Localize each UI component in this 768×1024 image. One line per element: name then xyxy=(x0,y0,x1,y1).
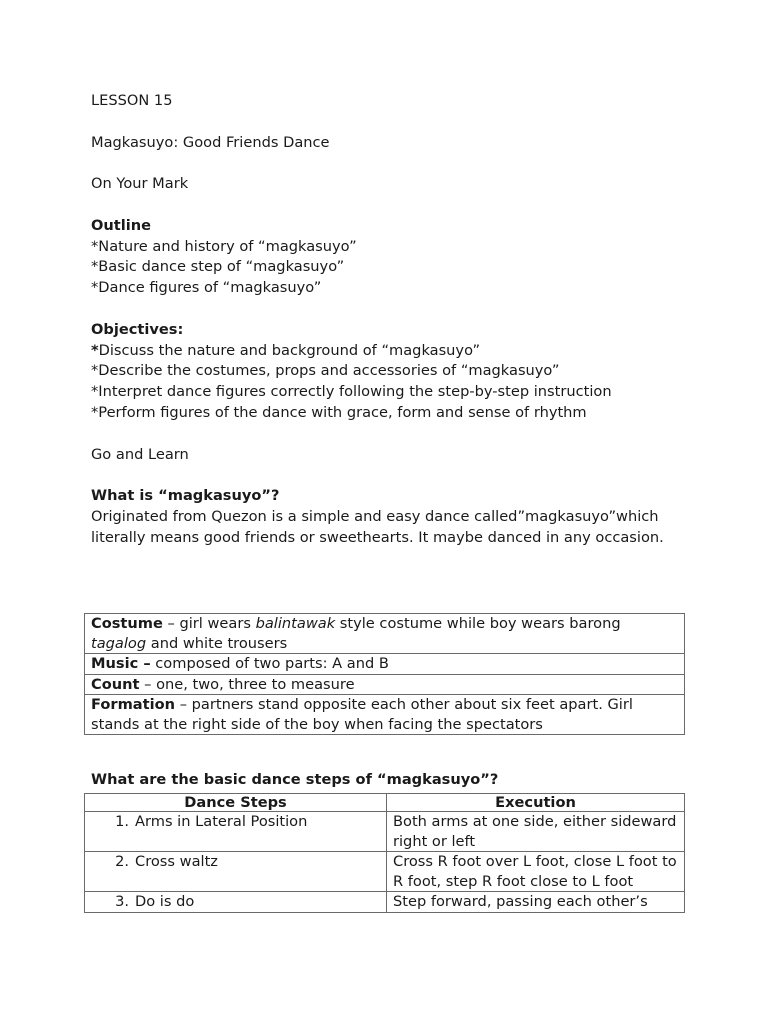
step-name: Cross waltz xyxy=(135,853,218,870)
col-header-dance-steps: Dance Steps xyxy=(85,794,387,812)
steps-heading: What are the basic dance steps of “magkasuyo”? xyxy=(91,771,499,788)
music-cell xyxy=(85,654,685,675)
step-number: 2. xyxy=(115,853,129,870)
step-number: 1. xyxy=(115,813,129,830)
objective-item: *Interpret dance figures correctly following the step-by-step instruction xyxy=(91,383,612,401)
section-on-your-mark: On Your Mark xyxy=(91,175,189,193)
formation-cell xyxy=(85,695,685,735)
formation-label: Formation xyxy=(91,696,176,713)
costume-cell xyxy=(85,614,685,654)
objectives-heading: Objectives: xyxy=(91,320,184,338)
dance-title: Magkasuyo: Good Friends Dance xyxy=(91,133,330,151)
count-label: Count xyxy=(91,675,140,693)
step-cell xyxy=(85,852,387,892)
music-label: Music – xyxy=(91,655,151,672)
dance-info-table xyxy=(84,613,685,735)
costume-text: style costume while boy wears barong xyxy=(335,615,621,632)
table-row xyxy=(85,892,685,913)
music-text: composed of two parts: A and B xyxy=(150,655,389,672)
execution-cell: Step forward, passing each other’s xyxy=(387,892,685,913)
table-row-music xyxy=(85,654,685,675)
outline-heading: Outline xyxy=(91,216,152,234)
objective-item: *Describe the costumes, props and accessories of “magkasuyo” xyxy=(91,362,560,380)
outline-item: *Basic dance step of “magkasuyo” xyxy=(91,258,345,276)
col-header-execution: Execution xyxy=(387,794,685,812)
costume-italic-balintawak: balintawak xyxy=(255,615,336,632)
what-is-heading: What is “magkasuyo”? xyxy=(91,487,280,505)
costume-text: – girl wears xyxy=(162,615,256,632)
table-header-row xyxy=(85,794,685,812)
step-name: Do is do xyxy=(135,893,195,910)
lesson-title: LESSON 15 xyxy=(91,92,173,109)
table-row xyxy=(85,812,685,852)
costume-label: Costume xyxy=(91,615,163,632)
objective-text: Discuss the nature and background of “magkasuyo” xyxy=(98,341,481,359)
outline-item: *Nature and history of “magkasuyo” xyxy=(91,237,357,255)
formation-text: – partners stand opposite each other about six feet apart. Girl stands at the right side of the boy when facing the spectators xyxy=(91,696,633,733)
what-is-paragraph: Originated from Quezon is a simple and easy dance called”magkasuyo”which literally means good friends or sweethearts. It maybe danced in any occasion. xyxy=(91,507,664,546)
costume-italic-tagalog: tagalog xyxy=(91,634,147,652)
count-text: – one, two, three to measure xyxy=(139,675,355,693)
section-go-and-learn: Go and Learn xyxy=(91,445,189,463)
table-row-costume xyxy=(85,614,685,654)
outline-item: *Dance figures of “magkasuyo” xyxy=(91,279,322,297)
step-name: Arms in Lateral Position xyxy=(135,813,308,830)
step-cell xyxy=(85,812,387,852)
count-cell xyxy=(85,674,685,695)
step-number: 3. xyxy=(115,893,129,910)
table-row-count xyxy=(85,674,685,695)
objective-item: *Perform figures of the dance with grace, form and sense of rhythm xyxy=(91,403,587,421)
objective-item xyxy=(91,341,691,362)
costume-text: and white trousers xyxy=(146,634,288,652)
step-cell xyxy=(85,892,387,913)
execution-cell: Both arms at one side, either sideward right or left xyxy=(387,812,685,852)
execution-cell: Cross R foot over L foot, close L foot to R foot, step R foot close to L foot xyxy=(387,852,685,892)
dance-steps-table xyxy=(84,793,685,913)
table-row-formation xyxy=(85,695,685,735)
table-row xyxy=(85,852,685,892)
objective-bullet: * xyxy=(91,341,99,359)
document-body xyxy=(91,91,691,549)
